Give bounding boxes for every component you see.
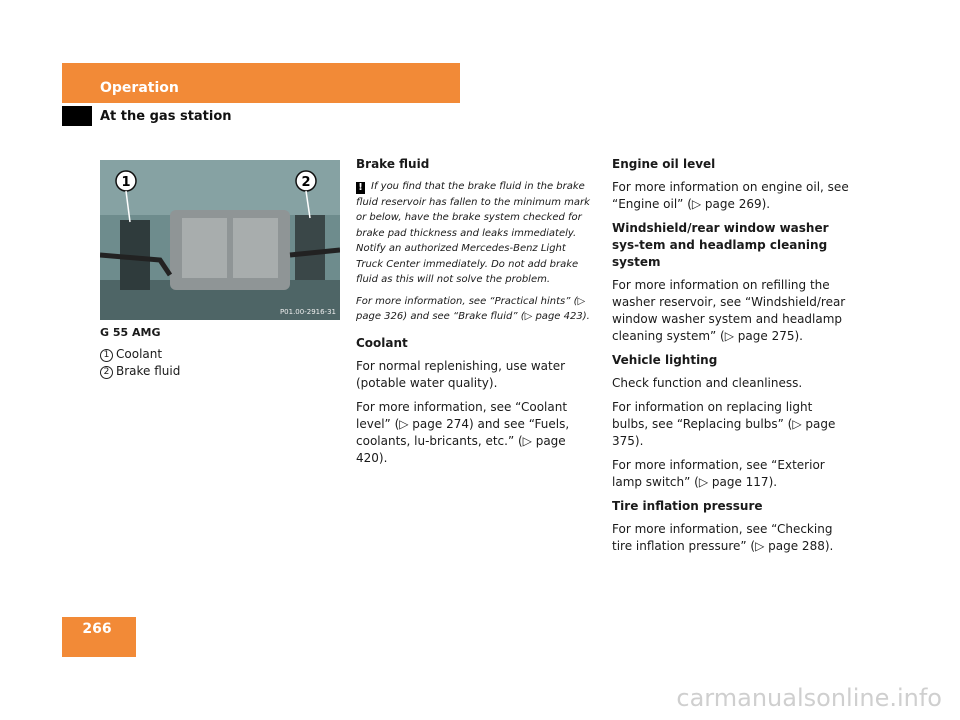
callout-1-icon (116, 171, 136, 191)
warning-icon: ! (356, 182, 365, 194)
warning-note: ! If you find that the brake fluid in the brake fluid reservoir has fallen to the minimum mark or below, have the brake system checked for brake pad thickness and leaks immediately. Notify an authorized Mercedes-Benz Light Truck Center immediately. Do not add brake fluid as this will not solve the problem. (356, 181, 590, 285)
middle-column (356, 156, 596, 474)
page-number: 266 (82, 621, 112, 637)
coolant-more-info: For more information, see “Coolant level” (▷ page 274) and see “Fuels, coolants, lu-bricants, etc.” (▷ page 420). (356, 399, 570, 465)
figure-caption: G 55 AMG (100, 326, 161, 339)
coolant-heading: Coolant (356, 335, 408, 350)
callout-number-icon: 2 (100, 366, 113, 379)
callout-2-icon (296, 171, 316, 191)
brake-fluid-heading: Brake fluid (356, 157, 430, 171)
engine-oil-text: For more information on engine oil, see “Engine oil” (▷ page 269). (612, 180, 849, 211)
legend-item: 2 Brake fluid (100, 363, 180, 380)
svg-text:2: 2 (301, 175, 311, 190)
lighting-text-2: For information on replacing light bulbs, see “Replacing bulbs” (▷ page 375). (612, 400, 836, 448)
right-column (612, 156, 852, 562)
lighting-text-1: Check function and cleanliness. (612, 376, 803, 390)
legend-item: 1 Coolant (100, 346, 180, 363)
figure-code: P01.00-2916-31 (279, 308, 336, 316)
engine-oil-heading: Engine oil level (612, 157, 716, 171)
washer-heading: Windshield/rear window washer sys-tem and headlamp cleaning system (612, 221, 829, 269)
engine-bay-photo (100, 160, 340, 320)
subsection-marker (62, 106, 92, 126)
lighting-text-3: For more information, see “Exterior lamp switch” (▷ page 117). (612, 458, 825, 489)
coolant-text: For normal replenishing, use water (potable water quality). (356, 358, 566, 390)
brake-more-info: For more information, see “Practical hints” (▷ page 326) and see “Brake fluid” (▷ page 423). (356, 295, 590, 322)
washer-text: For more information on refilling the washer reservoir, see “Windshield/rear window washer system and headlamp cleaning system” (▷ page 275). (612, 278, 846, 343)
subsection-title: At the gas station (100, 109, 232, 124)
callout-number-icon: 1 (100, 349, 113, 362)
watermark: carmanualsonline.info (676, 684, 942, 712)
tire-heading: Tire inflation pressure (612, 499, 763, 513)
tire-text: For more information, see “Checking tire inflation pressure” (▷ page 288). (612, 522, 834, 553)
figure-legend (100, 346, 180, 380)
lighting-heading: Vehicle lighting (612, 353, 718, 367)
section-title: Operation (100, 80, 179, 96)
svg-text:1: 1 (121, 175, 131, 190)
